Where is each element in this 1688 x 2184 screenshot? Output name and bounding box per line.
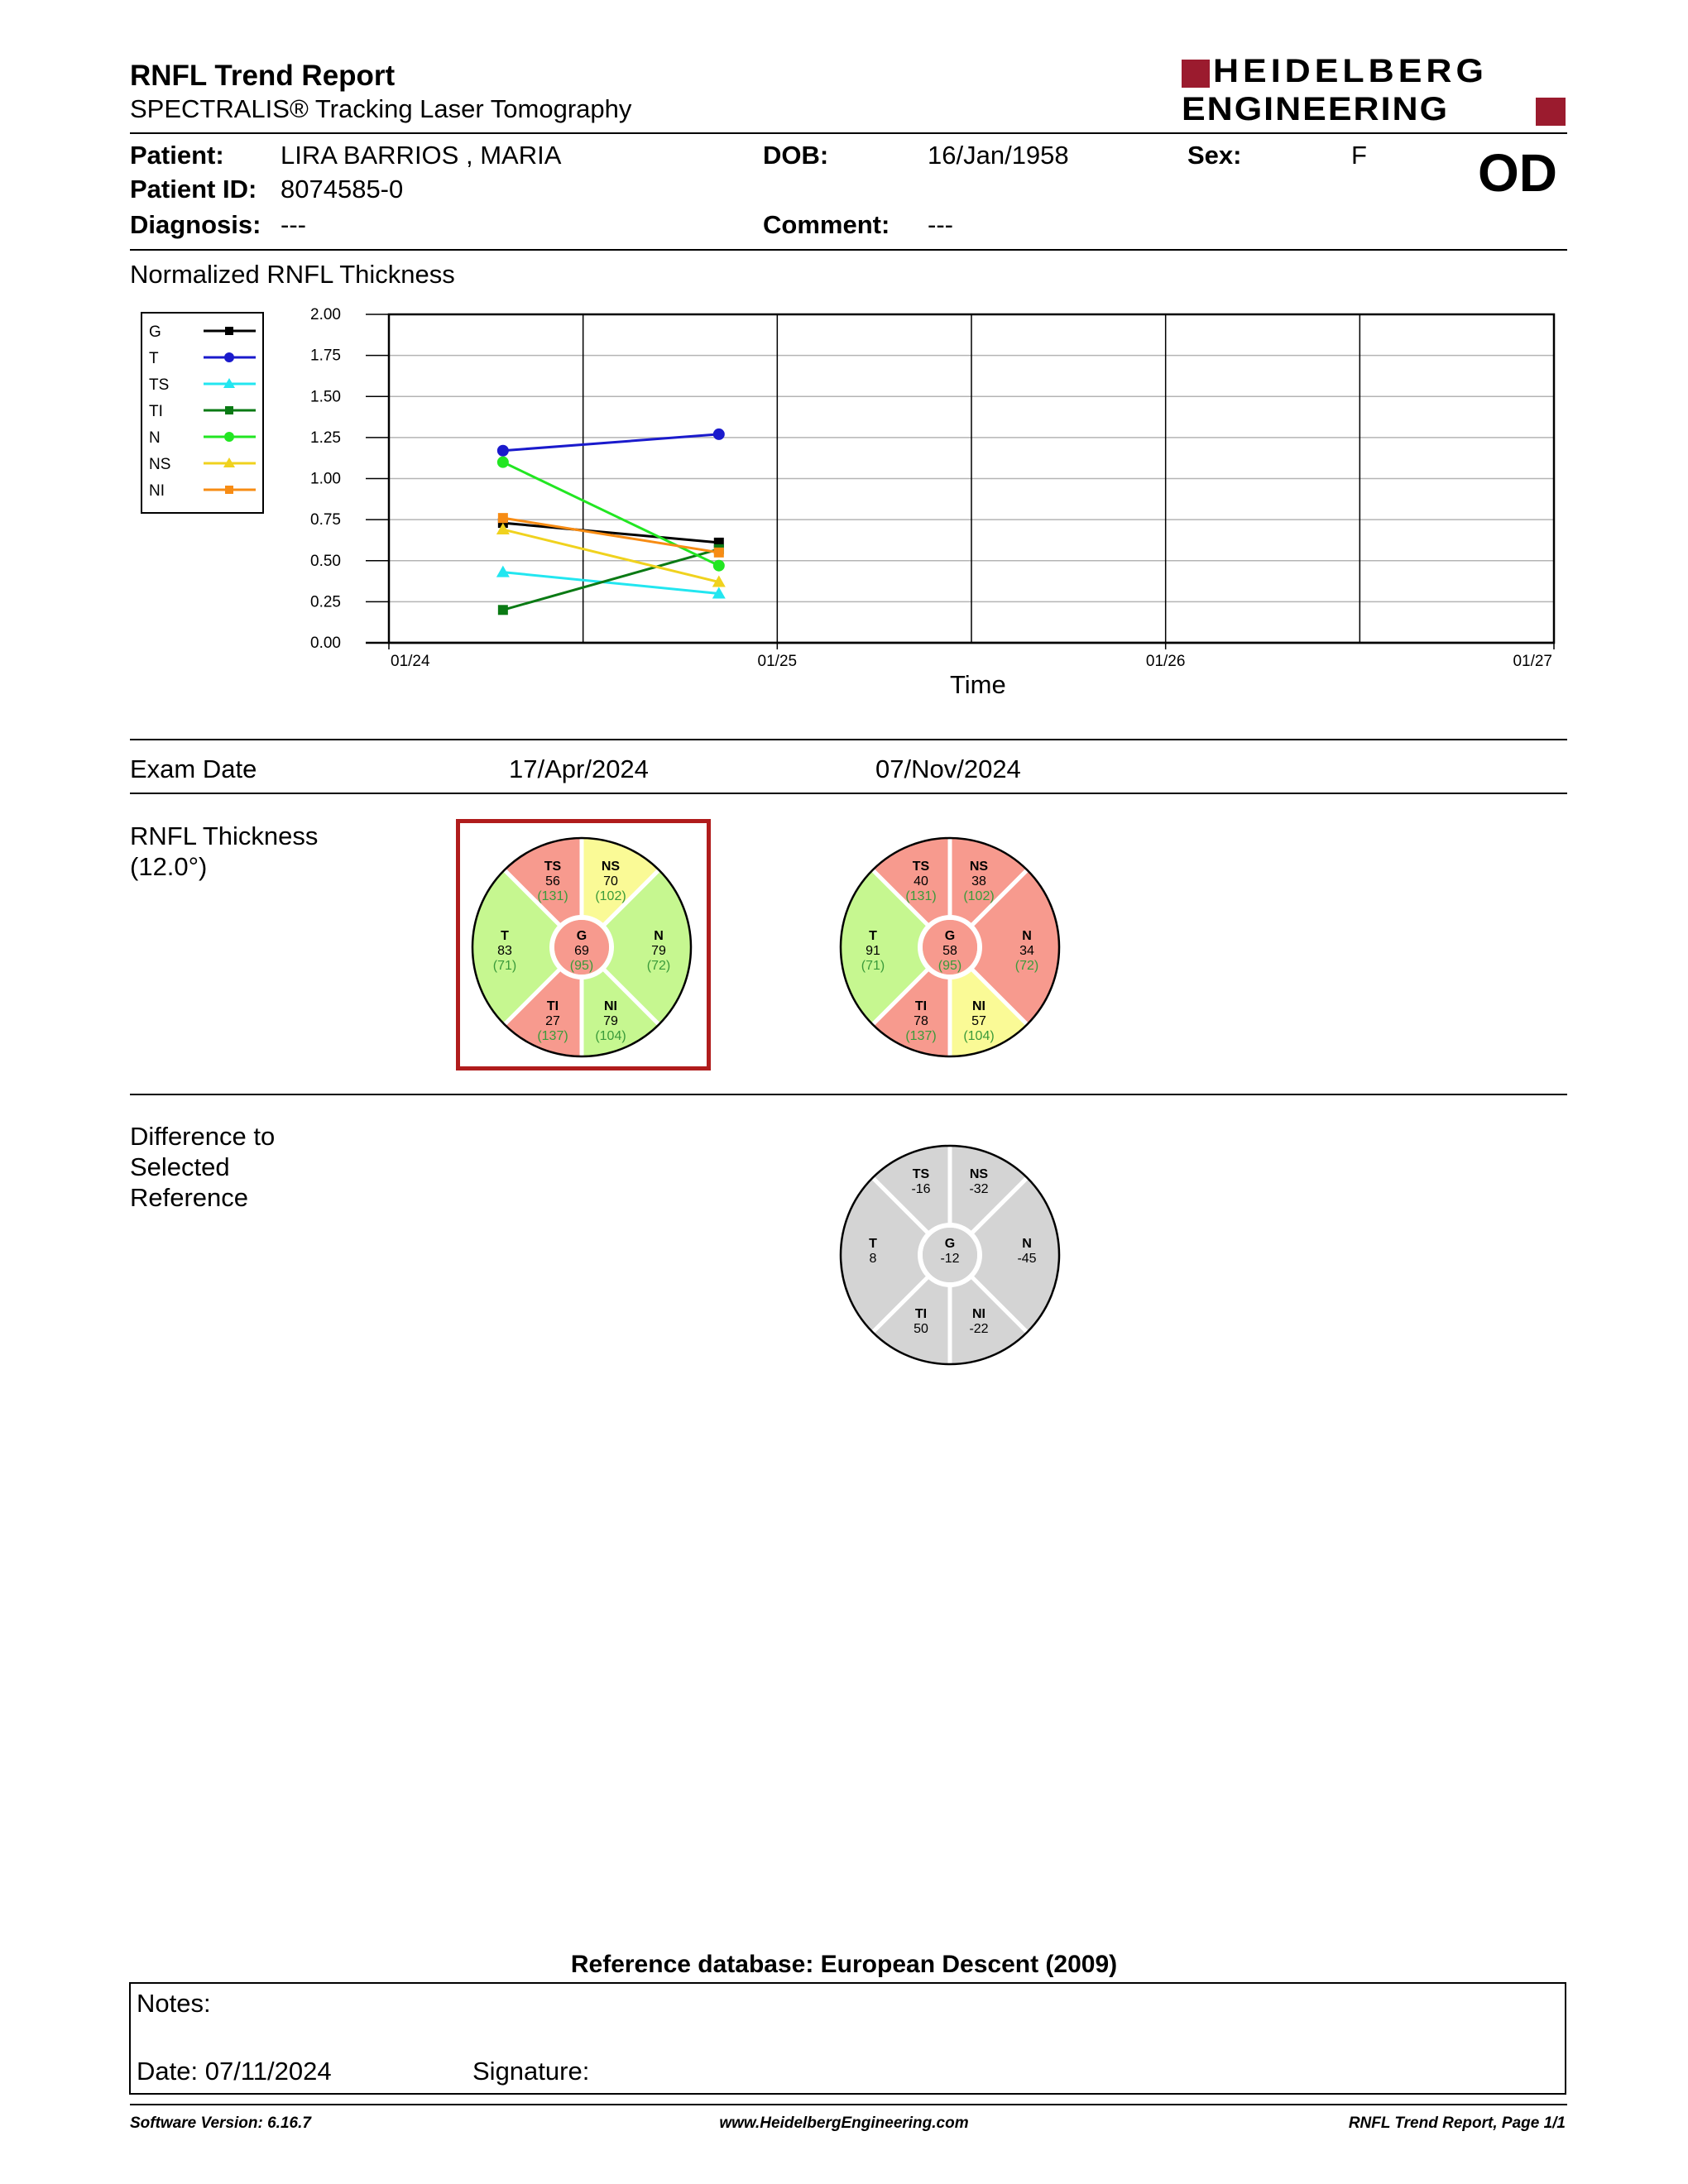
x-axis-label: Time [950, 670, 1006, 699]
x-tick-label: 01/24 [391, 653, 430, 670]
y-tick-label: 1.50 [310, 388, 341, 406]
notes-box [129, 1982, 1566, 2095]
sector-name-t: T [869, 1237, 877, 1251]
difference-circle [838, 1143, 1062, 1367]
legend-label-ti: TI [149, 403, 163, 420]
difference-label-2: Selected [130, 1152, 230, 1181]
series-point-t [713, 429, 725, 440]
sector-name-t: T [501, 929, 509, 943]
sector-value-g: 58 [942, 944, 957, 958]
sex-label: Sex: [1187, 141, 1242, 170]
sector-value-ts: 56 [545, 874, 560, 888]
exam-date-label: Exam Date [130, 754, 257, 783]
sector-value-g: 69 [574, 944, 589, 958]
series-line-ni [503, 518, 719, 553]
series-line-g [503, 523, 719, 543]
sector-value-ni: 79 [603, 1014, 618, 1028]
series-point-ts [496, 566, 510, 577]
sector-ref-n: (72) [646, 959, 671, 973]
sector-ref-ti: (137) [537, 1029, 568, 1043]
sector-ref-ts: (131) [537, 889, 568, 903]
sector-value-ts: 40 [914, 874, 928, 888]
sector-value-ti: 78 [914, 1014, 928, 1028]
legend-label-t: T [149, 350, 159, 367]
series-point-n [497, 457, 509, 468]
sector-name-n: N [1022, 929, 1032, 943]
sector-value-t: 83 [497, 944, 512, 958]
patient-id: 8074585-0 [281, 175, 404, 204]
series-point-ti [498, 605, 508, 615]
sector-name-g: G [944, 929, 956, 943]
signature-label: Signature: [472, 2057, 590, 2086]
dob-value: 16/Jan/1958 [928, 141, 1069, 170]
sector-name-n: N [1022, 1237, 1032, 1251]
comment-label: Comment: [763, 210, 890, 239]
sector-ref-t: (71) [492, 959, 517, 973]
sector-name-ni: NI [972, 999, 985, 1013]
sector-value-ns: 38 [971, 874, 986, 888]
chart-legend [141, 313, 263, 513]
sector-name-ti: TI [914, 1307, 928, 1321]
page-number: RNFL Trend Report, Page 1/1 [1348, 2115, 1566, 2132]
sector-name-ns: NS [969, 1167, 989, 1181]
sector-name-ti: TI [914, 999, 928, 1013]
difference-label-1: Difference to [130, 1122, 276, 1151]
legend-marker-g [225, 327, 233, 335]
sector-name-t: T [869, 929, 877, 943]
logo-line-1: HEIDELBERG [1213, 53, 1488, 90]
chart-grid [310, 306, 1554, 670]
sector-ref-g: (95) [938, 959, 962, 973]
legend-label-n: N [149, 429, 161, 447]
legend-label-g: G [149, 323, 161, 341]
x-tick-label: 01/27 [1513, 653, 1552, 670]
footer-divider [130, 2104, 1567, 2105]
sector-name-g: G [576, 929, 587, 943]
series-line-ti [503, 549, 719, 610]
sector-value-n: 34 [1019, 944, 1034, 958]
sector-ref-g: (95) [569, 959, 594, 973]
rnfl-divider [130, 1094, 1567, 1095]
software-version: Software Version: 6.16.7 [130, 2115, 311, 2132]
exam-divider [130, 793, 1567, 794]
sector-ref-ni: (104) [963, 1029, 995, 1043]
sector-name-g: G [944, 1237, 956, 1251]
sector-name-ns: NS [601, 860, 621, 874]
x-tick-label: 01/26 [1145, 653, 1186, 670]
legend-label-ts: TS [149, 376, 170, 394]
patient-id-label: Patient ID: [130, 175, 257, 204]
sector-name-ts: TS [544, 860, 562, 874]
rnfl-circle-exam-2[interactable] [838, 836, 1062, 1059]
notes-label: Notes: [137, 1989, 211, 2018]
y-tick-label: 1.00 [310, 470, 341, 488]
legend-marker-n [224, 432, 234, 442]
legend-marker-t [224, 352, 234, 362]
sector-value-ni: 57 [971, 1014, 986, 1028]
sector-value-t: 91 [866, 944, 880, 958]
sector-value-ni: -22 [969, 1322, 989, 1336]
rnfl-circle-exam-1[interactable] [470, 836, 693, 1059]
sex-value: F [1351, 141, 1367, 170]
sector-name-ts: TS [912, 860, 930, 874]
legend-marker-ti [225, 406, 233, 414]
sector-value-ts: -16 [911, 1182, 931, 1196]
sector-value-ns: 70 [603, 874, 618, 888]
sector-value-t: 8 [869, 1252, 877, 1266]
eye-label: OD [1478, 143, 1557, 203]
rnfl-label-2: (12.0°) [130, 852, 208, 881]
series-line-n [503, 462, 719, 566]
patient-name: LIRA BARRIOS , MARIA [281, 141, 562, 170]
sector-value-n: 79 [651, 944, 666, 958]
sector-value-g: -12 [940, 1252, 960, 1266]
sector-name-ni: NI [972, 1307, 985, 1321]
sector-ref-ts: (131) [905, 889, 937, 903]
sector-name-ti: TI [546, 999, 559, 1013]
sector-ref-ns: (102) [595, 889, 626, 903]
series-point-t [497, 445, 509, 457]
patient-label: Patient: [130, 141, 224, 170]
series-point-ni [714, 548, 724, 558]
legend-marker-ni [225, 486, 233, 494]
report-title: RNFL Trend Report [130, 60, 396, 92]
sector-ref-t: (71) [861, 959, 885, 973]
exam-date-1: 17/Apr/2024 [509, 754, 649, 783]
y-tick-label: 0.00 [310, 635, 341, 652]
sector-name-ns: NS [969, 860, 989, 874]
sector-value-ns: -32 [969, 1182, 989, 1196]
y-tick-label: 1.75 [310, 347, 341, 365]
series-line-t [503, 434, 719, 451]
reference-database: Reference database: European Descent (2009) [570, 1951, 1118, 1978]
y-tick-label: 0.75 [310, 511, 341, 529]
trend-heading: Normalized RNFL Thickness [130, 260, 455, 289]
y-tick-label: 0.50 [310, 552, 341, 570]
sector-ref-ti: (137) [905, 1029, 937, 1043]
sector-value-ti: 27 [545, 1014, 560, 1028]
series-point-n [713, 560, 725, 572]
y-tick-label: 0.25 [310, 593, 341, 611]
comment-value: --- [928, 210, 953, 239]
sector-name-n: N [654, 929, 664, 943]
diagnosis-label: Diagnosis: [130, 210, 261, 239]
sector-ref-ns: (102) [963, 889, 995, 903]
legend-label-ns: NS [149, 456, 171, 473]
sector-name-ni: NI [604, 999, 617, 1013]
x-tick-label: 01/25 [757, 653, 798, 670]
chart-divider [130, 739, 1567, 740]
dob-label: DOB: [763, 141, 829, 170]
sector-ref-n: (72) [1014, 959, 1039, 973]
difference-label-3: Reference [130, 1183, 249, 1212]
trend-chart [0, 0, 1688, 728]
sector-name-ts: TS [912, 1167, 930, 1181]
series-point-ni [498, 513, 508, 523]
exam-date-2: 07/Nov/2024 [875, 754, 1021, 783]
y-tick-label: 1.25 [310, 429, 341, 447]
y-tick-label: 2.00 [310, 306, 341, 323]
diagnosis-value: --- [281, 210, 306, 239]
sector-value-n: -45 [1017, 1252, 1037, 1266]
notes-date: Date: 07/11/2024 [137, 2057, 332, 2086]
rnfl-label-1: RNFL Thickness [130, 821, 319, 850]
report-subtitle: SPECTRALIS® Tracking Laser Tomography [130, 94, 632, 123]
sector-ref-ni: (104) [595, 1029, 626, 1043]
logo-line-2: ENGINEERING [1182, 91, 1450, 128]
sector-value-ti: 50 [914, 1322, 928, 1336]
chart-series [496, 429, 726, 615]
website-link[interactable]: www.HeidelbergEngineering.com [719, 2115, 969, 2132]
legend-label-ni: NI [149, 482, 165, 500]
